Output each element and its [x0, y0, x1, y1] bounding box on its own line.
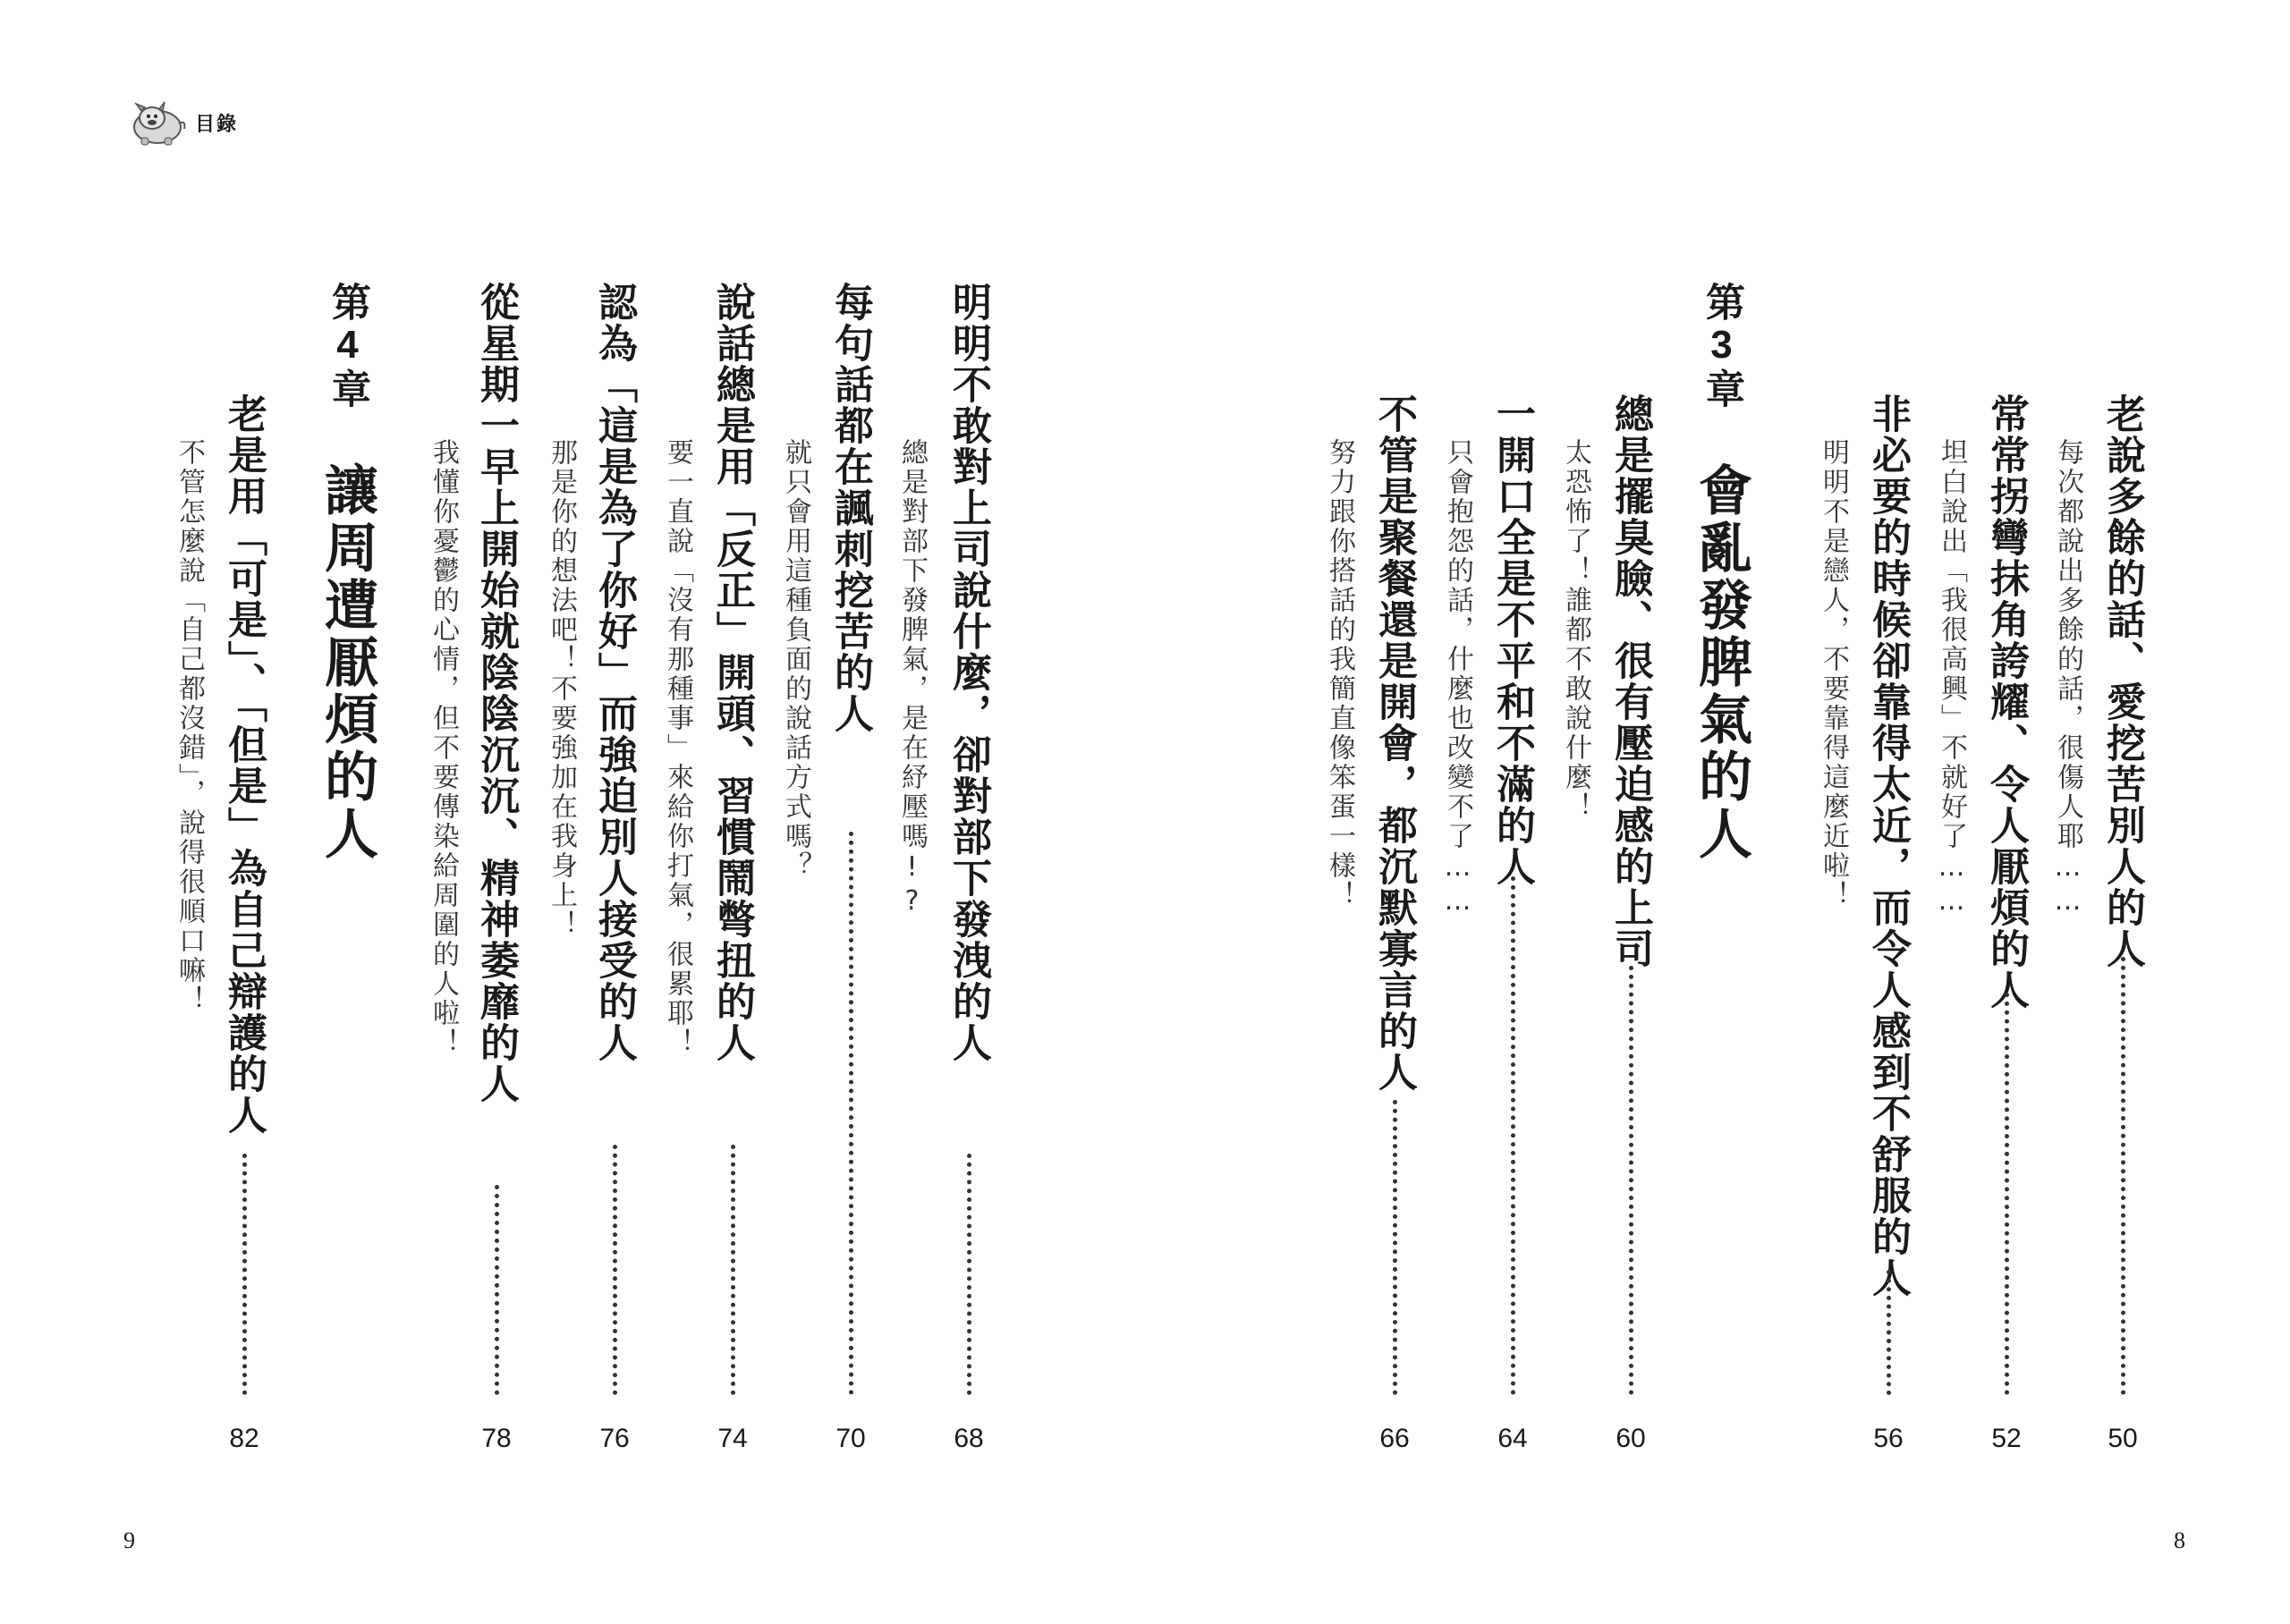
chapter-4-heading	[316, 282, 378, 863]
toc-leader-dots	[967, 1154, 971, 1395]
chapter-label: 第	[1699, 282, 1744, 323]
toc-entry-title[interactable]: 老是用「可是」、「但是」為自己辯護的人	[221, 393, 267, 1136]
toc-entry-subtitle: 我懂你憂鬱的心情，但不要傳染給周圍的人啦！	[428, 438, 459, 1058]
toc-entry-title[interactable]: 每句話都在諷刺挖苦的人	[827, 282, 873, 734]
toc-leader-dots	[613, 1145, 617, 1395]
toc-title: 目錄	[195, 113, 239, 136]
toc-leader-dots	[495, 1185, 499, 1395]
toc-entry-title[interactable]: 說話總是用「反正」開頭、習慣鬧彆扭的人	[709, 282, 755, 1063]
toc-page-number[interactable]: 74	[717, 1424, 748, 1453]
toc-entry-title[interactable]: 一開口全是不平和不滿的人	[1489, 393, 1535, 887]
toc-entry-subtitle: 明明不是戀人，不要靠得這麼近啦！	[1818, 438, 1849, 910]
toc-leader-dots	[1887, 1270, 1891, 1395]
toc-entry-title[interactable]: 不管是聚餐還是開會，都沉默寡言的人	[1371, 393, 1417, 1093]
toc-entry-subtitle: 每次都說出多餘的話，很傷人耶……	[2052, 438, 2083, 919]
toc-entry-subtitle: 太恐怖了！誰都不敢說什麼！	[1560, 438, 1591, 822]
toc-entry-subtitle: 不管怎麼說「自己都沒錯」，說得很順口嘛！	[174, 438, 205, 1015]
toc-page-number[interactable]: 82	[229, 1424, 259, 1453]
toc-header	[125, 97, 238, 148]
toc-page-number[interactable]: 78	[481, 1424, 512, 1453]
toc-page-number[interactable]: 76	[599, 1424, 630, 1453]
toc-entry-title[interactable]: 老說多餘的話、愛挖苦別人的人	[2099, 393, 2145, 969]
toc-page-number[interactable]: 64	[1497, 1424, 1528, 1453]
toc-entry-subtitle: 就只會用這種負面的說話方式嗎？	[780, 438, 811, 881]
toc-page-number[interactable]: 50	[2108, 1424, 2138, 1453]
toc-entry-title[interactable]: 明明不敢對上司說什麼，卻對部下發洩的人	[946, 282, 991, 1063]
toc-leader-dots	[2005, 993, 2009, 1395]
chapter-number: 3	[1700, 323, 1743, 368]
toc-entry-title[interactable]: 總是擺臭臉、很有壓迫感的上司	[1607, 393, 1653, 969]
chapter-3-heading	[1690, 282, 1752, 863]
chapter-title: 讓周遭厭煩的人	[316, 462, 378, 863]
toc-page-number[interactable]: 56	[1873, 1424, 1904, 1453]
folio-left: 9	[123, 1527, 135, 1553]
chapter-title: 會亂發脾氣的人	[1690, 462, 1752, 863]
chapter-label-suffix: 章	[1699, 368, 1744, 410]
toc-entry-title[interactable]: 非必要的時候卻靠得太近，而令人感到不舒服的人	[1865, 393, 1911, 1298]
bulldog-mascot-icon	[125, 97, 188, 148]
folio-right: 8	[2174, 1527, 2185, 1553]
toc-entry-subtitle: 坦白說出「我很高興」不就好了……	[1936, 438, 1967, 919]
right-page	[1145, 0, 2290, 1624]
toc-page-number[interactable]: 52	[1991, 1424, 2022, 1453]
toc-entry-subtitle: 只會抱怨的話，什麼也改變不了……	[1442, 438, 1473, 919]
toc-leader-dots	[1629, 966, 1633, 1395]
toc-page-number[interactable]: 70	[835, 1424, 866, 1453]
toc-leader-dots	[1393, 1100, 1397, 1395]
chapter-number: 4	[326, 323, 369, 368]
toc-entry-subtitle: 要一直說「沒有那種事」來給你打氣，很累耶！	[662, 438, 693, 1058]
toc-leader-dots	[2121, 957, 2125, 1395]
toc-entry-title[interactable]: 認為「這是為了你好」而強迫別人接受的人	[591, 282, 637, 1063]
toc-entry-subtitle: 那是你的想法吧！不要強加在我身上！	[546, 438, 577, 940]
toc-leader-dots	[731, 1145, 735, 1395]
toc-entry-subtitle: 努力跟你搭話的我簡直像笨蛋一樣！	[1324, 438, 1355, 910]
toc-entry-title[interactable]: 從星期一早上開始就陰陰沉沉、精神萎靡的人	[473, 282, 519, 1104]
toc-entry-subtitle: 總是對部下發脾氣，是在紓壓嗎!?	[896, 438, 928, 919]
toc-leader-dots	[1511, 876, 1515, 1395]
toc-leader-dots	[849, 832, 853, 1395]
toc-page-number[interactable]: 68	[954, 1424, 984, 1453]
chapter-label: 第	[325, 282, 370, 323]
chapter-label-suffix: 章	[325, 368, 370, 410]
toc-page-number[interactable]: 60	[1616, 1424, 1646, 1453]
toc-entry-title[interactable]: 常常拐彎抹角誇耀、令人厭煩的人	[1983, 393, 2029, 1011]
toc-leader-dots	[242, 1154, 247, 1395]
toc-page-number[interactable]: 66	[1379, 1424, 1410, 1453]
